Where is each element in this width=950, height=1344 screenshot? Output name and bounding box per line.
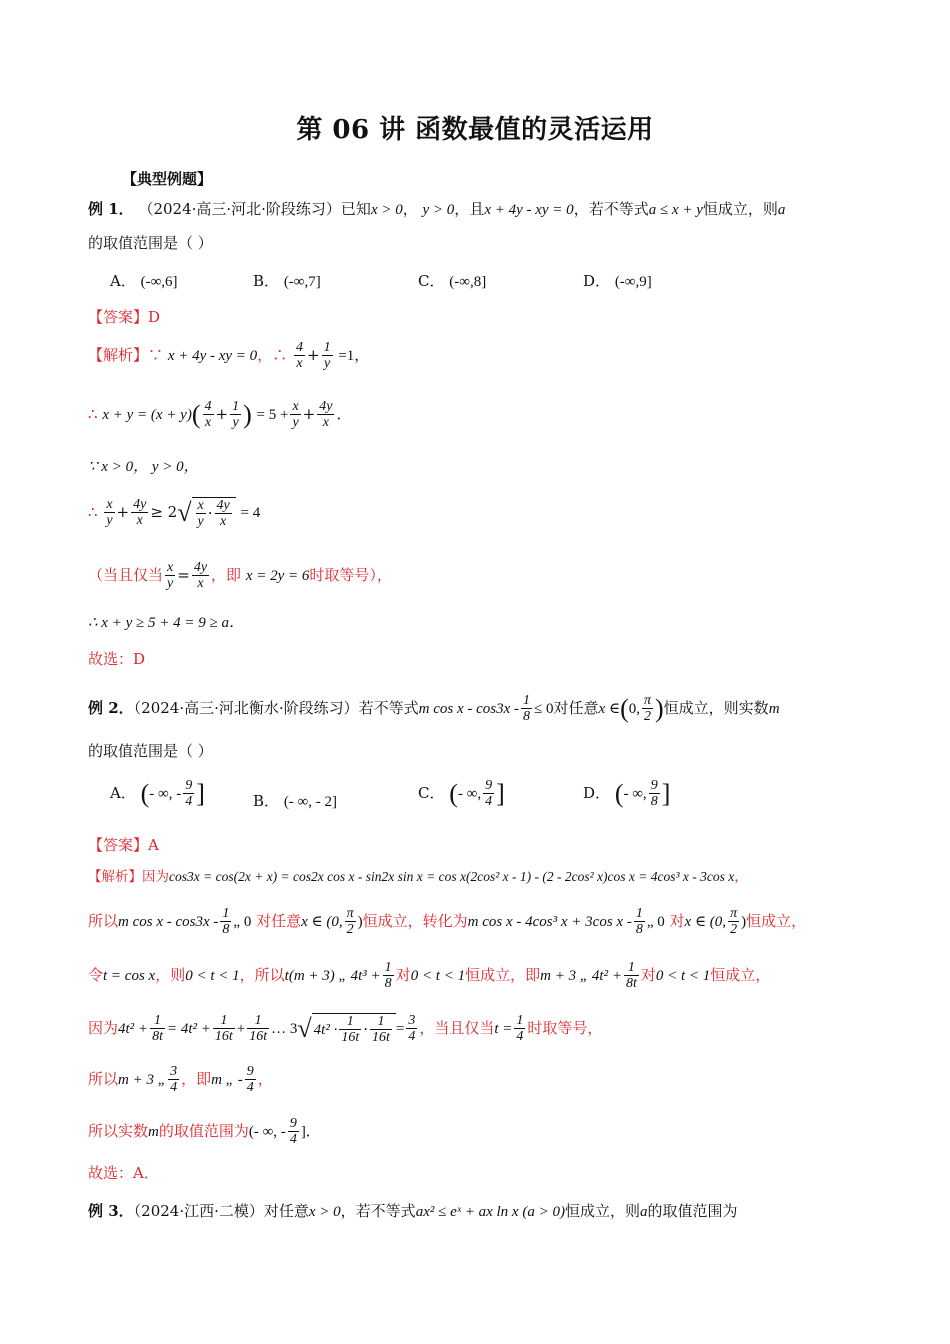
- example-1-stem: 例 1． （2024·高三·河北·阶段练习）已知x > 0， y > 0，且x + 4y - xy = 0，若不等式a ≤ x + y恒成立，则a: [88, 200, 786, 218]
- example-1-answer: 【答案】D: [88, 308, 161, 326]
- example-2-analysis-1: 【解析】因为cos3x = cos(2x + x) = cos2x cos x - sin2x sin x = cos x(2cos² x - 1) - (2 - 2cos² x)cos x = 4cos³ x - 3cos x，: [88, 869, 748, 885]
- example-2-option-b: B． (- ∞, - 2]: [253, 792, 337, 810]
- example-1-option-d: D． (-∞,9]: [583, 272, 652, 290]
- example-2-option-c: C． (- ∞, $\frac{9}{4}$ ]: [418, 778, 505, 810]
- example-2-answer: 【答案】A: [88, 836, 159, 854]
- example-1-analysis-2: ∴ x + y = (x + y)( $\frac{4}{x}$ + $\frac{1}{y}$ ) = 5 + $\frac{x}{y}$ + $\frac{4y}{x}$ ．: [88, 399, 352, 431]
- example-1-analysis-5: （当且仅当 $\frac{x}{y}$ = $\frac{4y}{x}$ ，即 x = 2y = 6时取等号），: [88, 560, 392, 592]
- example-2-stem: 例 2．（2024·高三·河北衡水·阶段练习）若不等式m cos x - cos3x - $\frac{1}{8}$ ≤ 0对任意x ∈(0, $\frac{\pi}{2}$ )恒成立，则实数m: [88, 693, 780, 725]
- example-3-stem: 例 3．（2024·江西·二模）对任意x > 0，若不等式ax² ≤ eˣ + ax ln x (a > 0)恒成立，则a的取值范围为: [88, 1202, 738, 1220]
- example-1-analysis-1: 【解析】∵ x + 4y - xy = 0，∴ $\frac{4}{x}$ + $\frac{1}{y}$ =1，: [88, 340, 370, 372]
- example-2-analysis-4: 因为4t² + $\frac{1}{8t}$ = 4t² + $\frac{1}{16t}$ + $\frac{1}{16t}$ … 3√ 4t² · $\frac{1}{16t}$ · $\frac{1}{16t}$ = $\frac{3}{4}$ ，当且仅当t = $\frac{1}{4}$ 时取等号，: [88, 1013, 603, 1045]
- example-1-option-a: A． (-∞,6]: [110, 272, 178, 290]
- example-2-option-a: A． (- ∞, - $\frac{9}{4}$ ]: [110, 778, 205, 810]
- example-2-conclusion: 故选：A．: [88, 1164, 159, 1182]
- example-2-option-d: D． (- ∞, $\frac{9}{8}$ ]: [583, 778, 671, 810]
- example-1-option-c: C． (-∞,8]: [418, 272, 487, 290]
- example-1-analysis-3: ∵ x > 0， y > 0，: [88, 459, 199, 475]
- example-1-analysis-6: ∴ x + y ≥ 5 + 4 = 9 ≥ a．: [88, 615, 244, 631]
- example-2-analysis-6: 所以实数m的取值范围为(- ∞, - $\frac{9}{4}$ ]．: [88, 1116, 321, 1148]
- example-2-analysis-2: 所以m cos x - cos3x - $\frac{1}{8}$ „ 0 对任意x ∈ (0, $\frac{\pi}{2}$ )恒成立，转化为m cos x - 4cos³ x + 3cos x - $\frac{1}{8}$ „ 0 对x ∈ (0, $\frac{\pi}{2}$ )恒成立，: [88, 906, 807, 938]
- example-1-label: 例 1．: [88, 200, 134, 218]
- section-header: 【典型例题】: [122, 170, 213, 188]
- example-2-analysis-5: 所以m + 3 „ $\frac{3}{4}$ ，即m „ - $\frac{9}{4}$ ，: [88, 1064, 273, 1096]
- example-2-stem-line2: 的取值范围是（ ）: [88, 742, 213, 760]
- example-1-option-b: B． (-∞,7]: [253, 272, 321, 290]
- page-title: 第 06 讲 函数最值的灵活运用: [296, 115, 654, 145]
- example-1-conclusion: 故选：D: [88, 650, 146, 668]
- example-1-analysis-4: ∴ $\frac{x}{y}$ + $\frac{4y}{x}$ ≥ 2√ $\frac{x}{y}$ · $\frac{4y}{x}$ = 4: [88, 497, 261, 529]
- example-2-analysis-3: 令t = cos x，则0 < t < 1，所以t(m + 3) „ 4t³ + $\frac{1}{8}$ 对0 < t < 1恒成立，即m + 3 „ 4t² + $\frac{1}{8t}$ 对0 < t < 1恒成立，: [88, 960, 771, 992]
- example-1-stem-line2: 的取值范围是（ ）: [88, 234, 213, 252]
